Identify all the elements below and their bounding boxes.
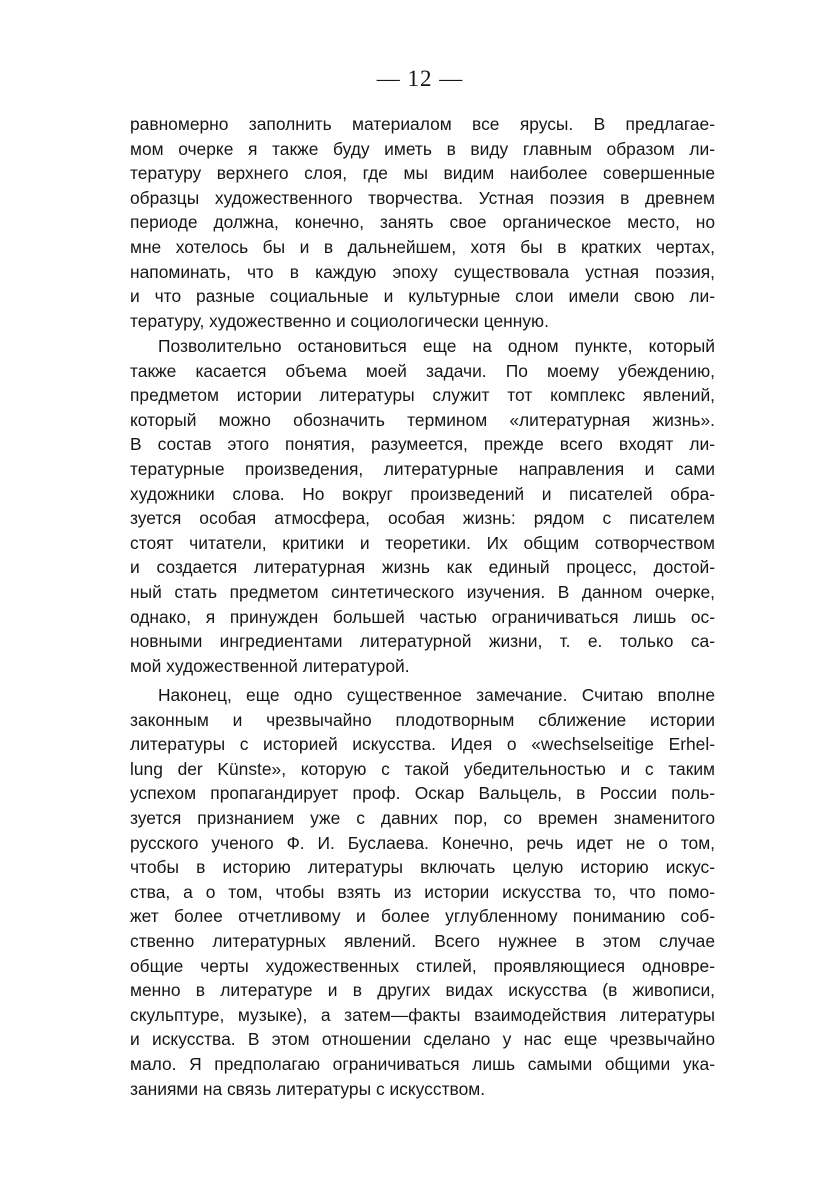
text-line: периоде должна, конечно, занять свое органическое место, но xyxy=(130,212,715,233)
text-line: Наконец, еще одно существенное замечание. Считаю вполне xyxy=(158,685,715,705)
text-line: чтобы в историю литературы включать целую историю искус- xyxy=(130,857,715,878)
text-line: мне хотелось бы и в дальнейшем, хотя бы в кратких чертах, xyxy=(130,236,715,257)
text-line: мом очерке я также буду иметь в виду главным образом ли- xyxy=(130,138,715,159)
text-line: и что разные социальные и культурные слои имели свою ли- xyxy=(130,286,715,307)
paragraph-3 xyxy=(130,683,715,1101)
text-line: жет более отчетливому и более углубленному пониманию соб- xyxy=(130,906,715,927)
text-line: менно в литературе и в других видах искусства (в живописи, xyxy=(130,980,715,1001)
text-line: lung der Künste», которую с такой убедительностью и с таким xyxy=(130,758,715,779)
text-line: заниями на связь литературы с искусством. xyxy=(130,1078,486,1099)
text-line: литературы с историей искусства. Идея о «wechselseitige Erhel- xyxy=(130,734,715,755)
text-line: Позволительно остановиться еще на одном пункте, который xyxy=(158,336,715,356)
text-line: успехом пропагандирует проф. Оскар Вальцель, в России поль- xyxy=(130,783,715,804)
text-line: художники слова. Но вокруг произведений и писателей обра- xyxy=(130,483,715,504)
text-line: ства, а о том, чтобы взять из истории искусства то, что помо- xyxy=(130,881,715,902)
text-line: русского ученого Ф. И. Буслаева. Конечно, речь идет не о том, xyxy=(130,832,715,853)
text-line: скульптуре, музыке), а затем—факты взаимодействия литературы xyxy=(130,1004,715,1025)
text-line: зуется признанием уже с давних пор, со времен знаменитого xyxy=(130,807,715,828)
text-line: также касается объема моей задачи. По моему убеждению, xyxy=(130,360,715,381)
text-line: В состав этого понятия, разумеется, прежде всего входят ли- xyxy=(130,434,715,455)
text-line: мой художественной литературой. xyxy=(130,655,410,676)
text-line: зуется особая атмосфера, особая жизнь: рядом с писателем xyxy=(130,508,715,529)
paragraph-2 xyxy=(130,334,715,678)
text-line: и создается литературная жизнь как единый процесс, достой- xyxy=(130,557,715,578)
text-line: однако, я принужден большей частью ограничиваться лишь ос- xyxy=(130,606,715,627)
text-line: образцы художественного творчества. Устная поэзия в древнем xyxy=(130,187,715,208)
page-number: — 12 — xyxy=(376,66,464,91)
text-line: новными ингредиентами литературной жизни, т. е. только са- xyxy=(130,631,715,652)
text-line: общие черты художественных стилей, проявляющиеся одновре- xyxy=(130,955,715,976)
text-line: который можно обозначить термином «литературная жизнь». xyxy=(130,409,715,430)
text-line: тературу верхнего слоя, где мы видим наиболее совершенные xyxy=(130,163,715,184)
text-line: мало. Я предполагаю ограничиваться лишь самыми общими ука- xyxy=(130,1053,715,1074)
text-line: тературу, художественно и социологически ценную. xyxy=(130,310,549,331)
text-line: напоминать, что в каждую эпоху существовала устная поэзия, xyxy=(130,261,715,282)
text-line: тературные произведения, литературные направления и сами xyxy=(130,458,715,479)
text-line: равномерно заполнить материалом все ярусы. В предлагае- xyxy=(130,114,715,134)
text-line: законным и чрезвычайно плодотворным сближение истории xyxy=(130,709,715,730)
text-line: и искусства. В этом отношении сделано у нас еще чрезвычайно xyxy=(130,1029,715,1050)
text-line: ственно литературных явлений. Всего нужнее в этом случае xyxy=(130,930,715,951)
text-line: стоят читатели, критики и теоретики. Их общим сотворчеством xyxy=(130,532,715,553)
text-line: ный стать предметом синтетического изучения. В данном очерке, xyxy=(130,581,715,602)
paragraph-1 xyxy=(130,112,715,333)
text-line: предметом истории литературы служит тот комплекс явлений, xyxy=(130,385,715,406)
